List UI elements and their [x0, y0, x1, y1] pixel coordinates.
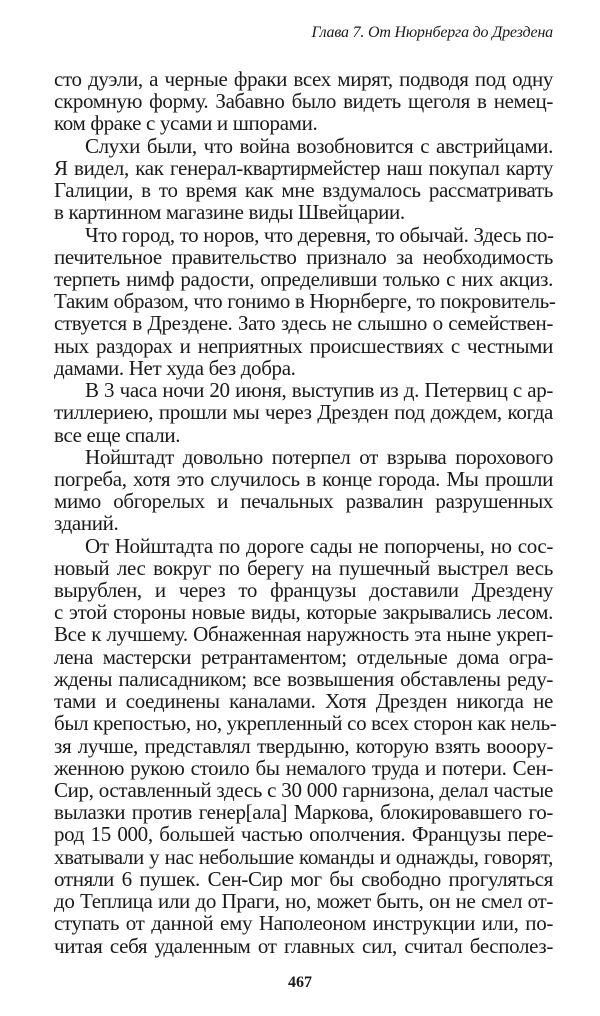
- text-line: был крепостью, но, укрепленный со всех сторон как нель-: [54, 711, 557, 736]
- text-line: все еще спали.: [54, 422, 181, 447]
- paragraph: [54, 379, 553, 446]
- text-line: Слухи были, что война возобновится с австрийцами.: [85, 133, 553, 158]
- text-line: ком фраке с усами и шпорами.: [54, 111, 318, 136]
- text-line: отняли 6 пушек. Сен-Сир мог бы свободно прогуляться: [54, 866, 553, 891]
- text-line: лена мастерски ретрантаментом; отдельные дома огра-: [54, 644, 553, 669]
- text-line: вылазки против генер[ала] Маркова, блокировавшего го-: [54, 800, 553, 825]
- paragraph: [54, 135, 553, 224]
- paragraph: [54, 533, 557, 958]
- text-line: зданий.: [54, 511, 119, 536]
- text-line: в картинном магазине виды Швейцарии.: [54, 200, 405, 225]
- text-line: Что город, то норов, что деревня, то обычай. Здесь по-: [85, 222, 554, 247]
- text-line: род 15 000, большей частью ополчения. Французы пере-: [54, 822, 553, 847]
- text-line: ступать от данной ему Наполеоном инструкции или, по-: [54, 911, 553, 936]
- text-line: ных раздорах и неприятных происшествиях с честными: [54, 333, 553, 358]
- paragraph: [54, 68, 553, 135]
- text-line: вырублен, и через то французы доставили Дрездену: [54, 578, 553, 603]
- text-line: с этой стороны новые виды, которые закрывались лесом.: [54, 600, 553, 625]
- paragraph: [54, 222, 556, 380]
- text-line: сто дуэли, а черные фраки всех мирят, подводя под одну: [54, 67, 553, 91]
- text-line: терпеть нимф радости, определивши только с них акциз.: [54, 266, 553, 291]
- page-number: 467: [288, 974, 312, 991]
- text-line: Таким образом, что гонимо в Нюрнберге, то покровитель-: [54, 289, 556, 314]
- running-header: Глава 7. От Нюрнберга до Дрездена: [311, 24, 553, 41]
- text-line: погреба, хотя это случилось в конце города. Мы прошли: [54, 466, 553, 491]
- text-line: мимо обгорелых и печальных развалин разрушенных: [54, 489, 553, 514]
- text-line: Я видел, как генерал-квартирмейстер наш покупал карту: [54, 155, 553, 180]
- text-line: ствуется в Дрездене. Зато здесь не слышно о семействен-: [54, 311, 553, 336]
- text-line: новый лес вокруг по берегу на пушечный выстрел весь: [54, 555, 553, 580]
- text-line: Галиции, в то время как мне вздумалось рассматривать: [54, 178, 553, 203]
- text-line: читая себя удаленным от главных сил, считал бесполез-: [54, 933, 553, 958]
- text-line: ждены палисадником; все возвышения обставлены реду-: [54, 666, 553, 691]
- text-line: хватывали у нас небольшие команды и однажды, говорят,: [54, 844, 553, 869]
- text-line: тиллериею, прошли мы через Дрезден под дождем, когда: [54, 400, 553, 425]
- text-line: От Нойштадта по дороге сады не попорчены, но сос-: [85, 533, 553, 558]
- text-line: дамами. Нет худа без добра.: [54, 355, 296, 380]
- text-line: скромную форму. Забавно было видеть щеголя в немец-: [54, 89, 553, 114]
- text-line: печительное правительство признало за необходимость: [54, 244, 553, 269]
- text-line: Нойштадт довольно потерпел от взрыва порохового: [85, 444, 553, 469]
- text-line: Сир, оставленный здесь с 30 000 гарнизона, делал частые: [54, 778, 553, 802]
- text-line: женною рукою стоило бы немалого труда и потери. Сен-: [54, 755, 553, 780]
- text-line: до Теплица или до Праги, но, может быть, он не смел от-: [54, 889, 553, 914]
- text-line: тами и соединены каналами. Хотя Дрезден никогда не: [54, 689, 553, 714]
- text-line: Все к лучшему. Обнаженная наружность эта ныне укреп-: [54, 622, 553, 647]
- paragraph: [54, 446, 553, 535]
- body-text: [54, 67, 557, 958]
- text-line: В 3 часа ночи 20 июня, выступив из д. Петервиц с ар-: [85, 378, 553, 403]
- text-line: зя лучше, представлял твердыню, которую взять вооору-: [54, 733, 553, 758]
